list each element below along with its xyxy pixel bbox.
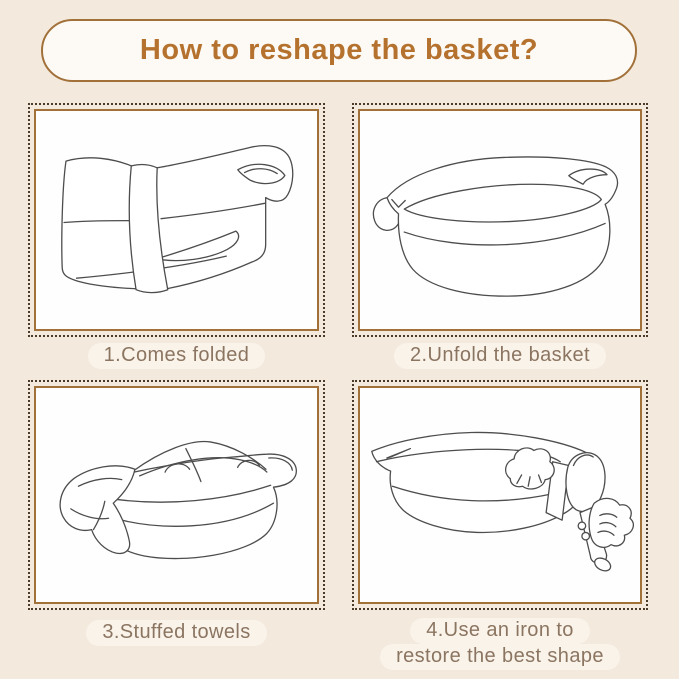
unfolded-basket-illustration [366,115,635,324]
step-3-caption [28,620,325,646]
step-2-caption-text: 2.Unfold the basket [394,343,606,369]
step-4-caption-line-1: 4.Use an iron to [410,618,590,644]
step-4-panel [352,380,648,610]
step-3-frame [34,386,319,604]
page-title: How to reshape the basket? [139,34,539,66]
step-2-panel [352,103,648,337]
step-1-caption-text: 1.Comes folded [88,343,266,369]
step-2-frame [358,109,642,331]
basket-with-towels-illustration [42,392,312,597]
step-4-caption-line-2: restore the best shape [380,644,620,670]
folded-basket-illustration [42,115,312,324]
step-3-caption-text: 3.Stuffed towels [86,620,266,646]
step-2-caption [352,343,648,369]
title-banner [41,19,637,82]
step-1-frame [34,109,319,331]
step-4-caption [352,618,648,670]
step-1-panel [28,103,325,337]
step-3-panel [28,380,325,610]
iron-steaming-basket-illustration [366,392,635,597]
step-1-caption [28,343,325,369]
step-4-frame [358,386,642,604]
